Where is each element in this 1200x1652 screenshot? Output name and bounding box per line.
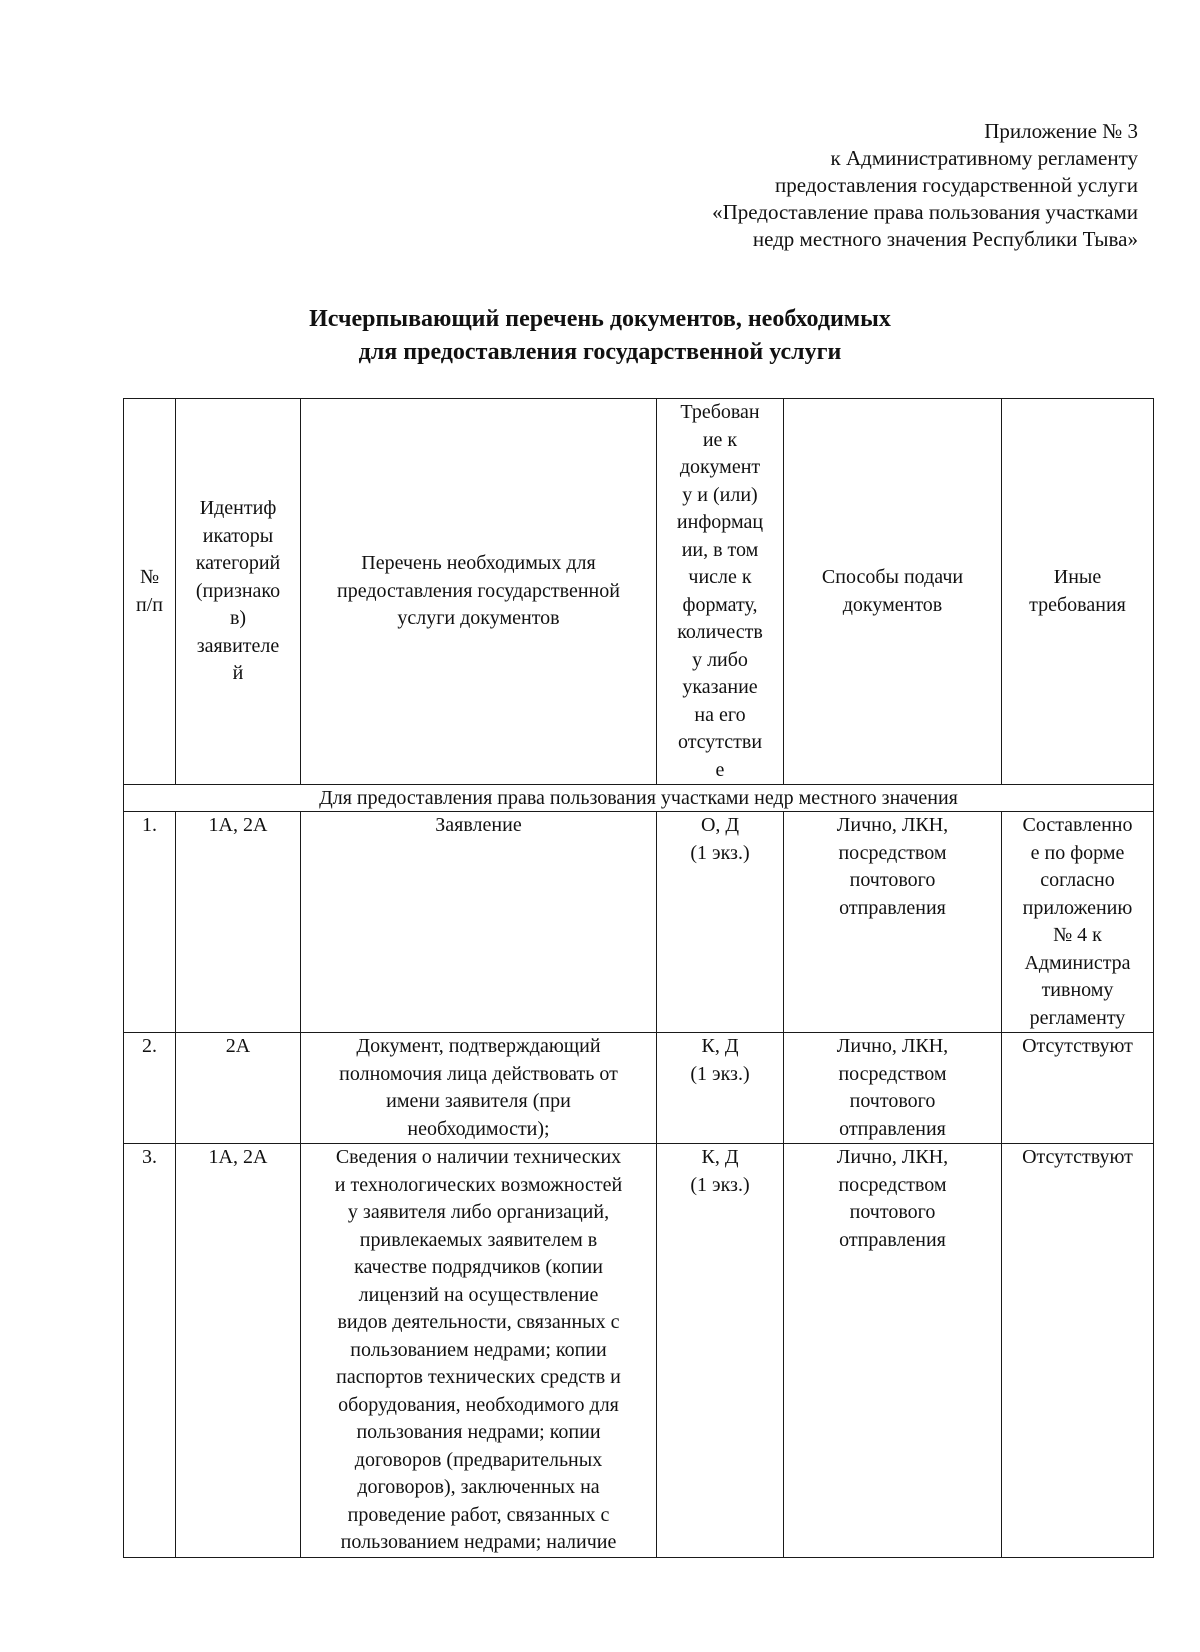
row-submission-methods: Лично, ЛКН, посредством почтового отправления [784,1033,1002,1144]
header-applicant-category: Идентиф икаторы категорий (признако в) заявителе й [176,399,301,785]
table-row [124,1033,1154,1144]
row-number: 1. [124,812,176,1033]
section-heading: Для предоставления права пользования участками недр местного значения [124,785,1154,812]
appendix-line: «Предоставление права пользования участками [712,200,1138,224]
row-number: 2. [124,1033,176,1144]
row-submission-methods: Лично, ЛКН, посредством почтового отправления [784,1144,1002,1558]
appendix-line: недр местного значения Республики Тыва» [752,227,1138,251]
table-header-row [124,399,1154,785]
row-other-requirements: Отсутствуют [1002,1144,1154,1558]
table-row [124,1144,1154,1558]
row-applicant-category: 1А, 2А [176,812,301,1033]
header-submission-methods: Способы подачи документов [784,399,1002,785]
header-number: № п/п [124,399,176,785]
row-document: Документ, подтверждающий полномочия лица действовать от имени заявителя (при необходимости); [301,1033,657,1144]
header-other-requirements: Иные требования [1002,399,1154,785]
row-other-requirements: Составленно е по форме согласно приложению № 4 к Администра тивному регламенту [1002,812,1154,1033]
row-other-requirements: Отсутствуют [1002,1033,1154,1144]
row-applicant-category: 1А, 2А [176,1144,301,1558]
document-title [200,303,1000,369]
row-number: 3. [124,1144,176,1558]
document-title-line: для предоставления государственной услуги [358,339,842,365]
table-section-row [124,785,1154,812]
row-requirements: К, Д (1 экз.) [657,1033,784,1144]
appendix-line: к Административному регламенту [830,146,1138,170]
row-applicant-category: 2А [176,1033,301,1144]
row-document: Сведения о наличии технических и технологических возможностей у заявителя либо организаций, привлекаемых заявителем в качестве подрядчиков (копии лицензий на осуществление видов деятельности, связанных с пользованием недрами; копии паспортов технических средств и оборудования, необходимого для пользования недрами; копии договоров (предварительных договоров), заключенных на проведение работ, связанных с пользованием недрами; наличие [301,1144,657,1558]
row-requirements: О, Д (1 экз.) [657,812,784,1033]
appendix-line: Приложение № 3 [984,119,1138,143]
documents-table [123,398,1154,1558]
row-submission-methods: Лично, ЛКН, посредством почтового отправления [784,812,1002,1033]
header-document-requirements: Требован ие к документ у и (или) информац ии, в том числе к формату, количеств у либо указание на его отсутстви е [657,399,784,785]
table-row [124,812,1154,1033]
appendix-line: предоставления государственной услуги [775,173,1138,197]
header-document-list: Перечень необходимых для предоставления государственной услуги документов [301,399,657,785]
appendix-note [712,118,1138,253]
row-requirements: К, Д (1 экз.) [657,1144,784,1558]
document-title-line: Исчерпывающий перечень документов, необходимых [309,306,891,332]
row-document: Заявление [301,812,657,1033]
